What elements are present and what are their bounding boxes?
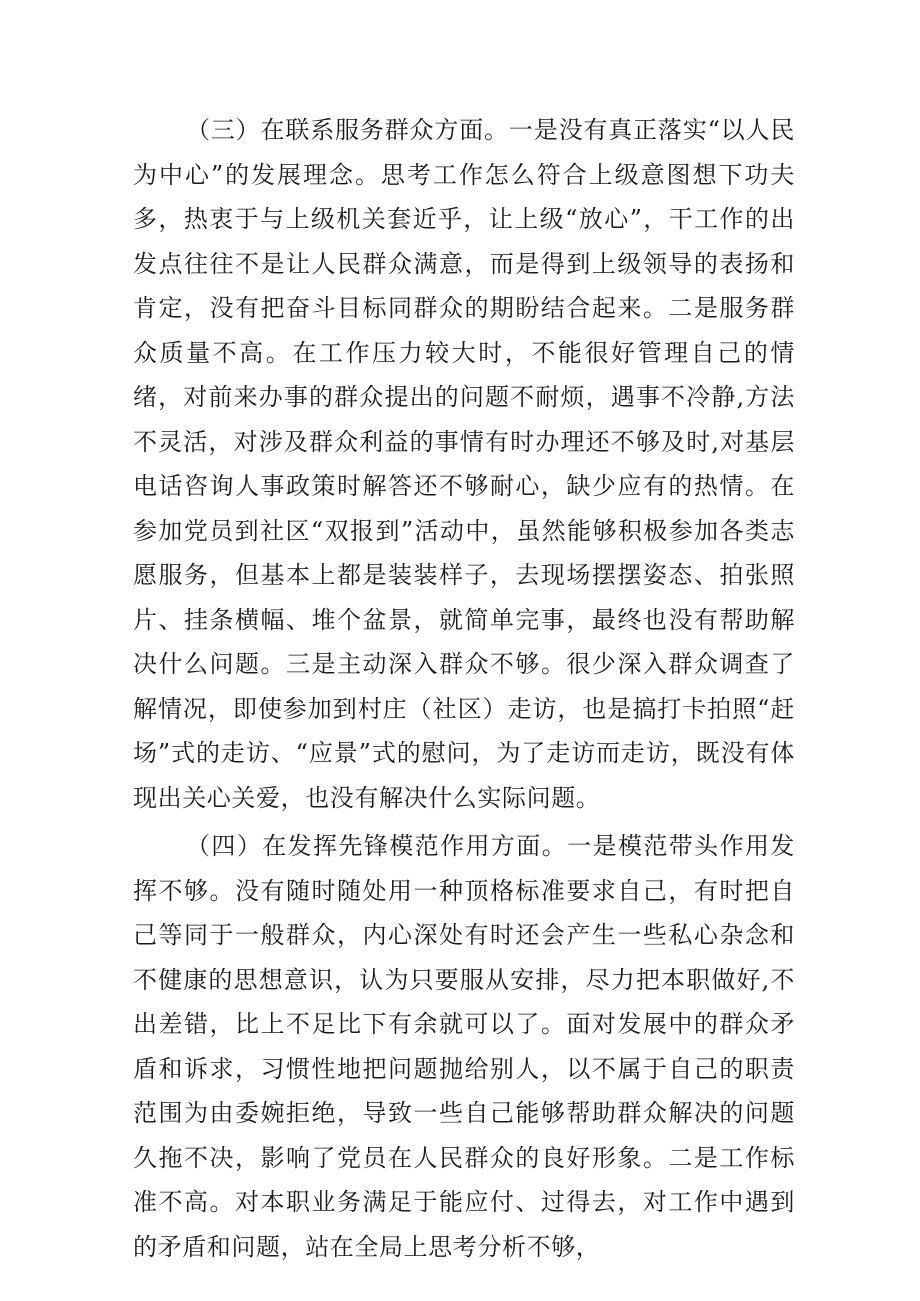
paragraph-section-three: （三）在联系服务群众方面。一是没有真正落实“以人民为中心”的发展理念。思考工作怎么符合上级意图想下功夫多，热衷于与上级机关套近乎，让上级“放心”，干工作的出发点往往不是让人民群众满意，而是得到上级领导的表扬和肯定，没有把奋斗目标同群众的期盼结合起来。二是服务群众质量不高。在工作压力较大时，不能很好管理自己的情绪，对前来办事的群众提出的问题不耐烦，遇事不冷静,方法不灵活，对涉及群众利益的事情有时办理还不够及时,对基层电话咨询人事政策时解答还不够耐心，缺少应有的热情。在参加党员到社区“双报到”活动中，虽然能够积极参加各类志愿服务，但基本上都是装装样子，去现场摆摆姿态、拍张照片、挂条横幅、堆个盆景，就简单完事，最终也没有帮助解决什么问题。三是主动深入群众不够。很少深入群众调查了解情况，即使参加到村庄（社区）走访，也是搞打卡拍照“赶场”式的走访、“应景”式的慰问，为了走访而走访，既没有体现出关心关爱，也没有解决什么实际问题。 <box>133 116 795 812</box>
document-body <box>133 108 795 1269</box>
paragraph-section-four: （四）在发挥先锋模范作用方面。一是模范带头作用发挥不够。没有随时随处用一种顶格标准要求自己，有时把自己等同于一般群众，内心深处有时还会产生一些私心杂念和不健康的思想意识，认为只要服从安排，尽力把本职做好,不出差错，比上不足比下有余就可以了。面对发展中的群众矛盾和诉求，习惯性地把问题抛给别人，以不属于自己的职责范围为由委婉拒绝，导致一些自己能够帮助群众解决的问题久拖不决，影响了党员在人民群众的良好形象。二是工作标准不高。对本职业务满足于能应付、过得去，对工作中遇到的矛盾和问题，站在全局上思考分析不够， <box>133 832 795 1261</box>
